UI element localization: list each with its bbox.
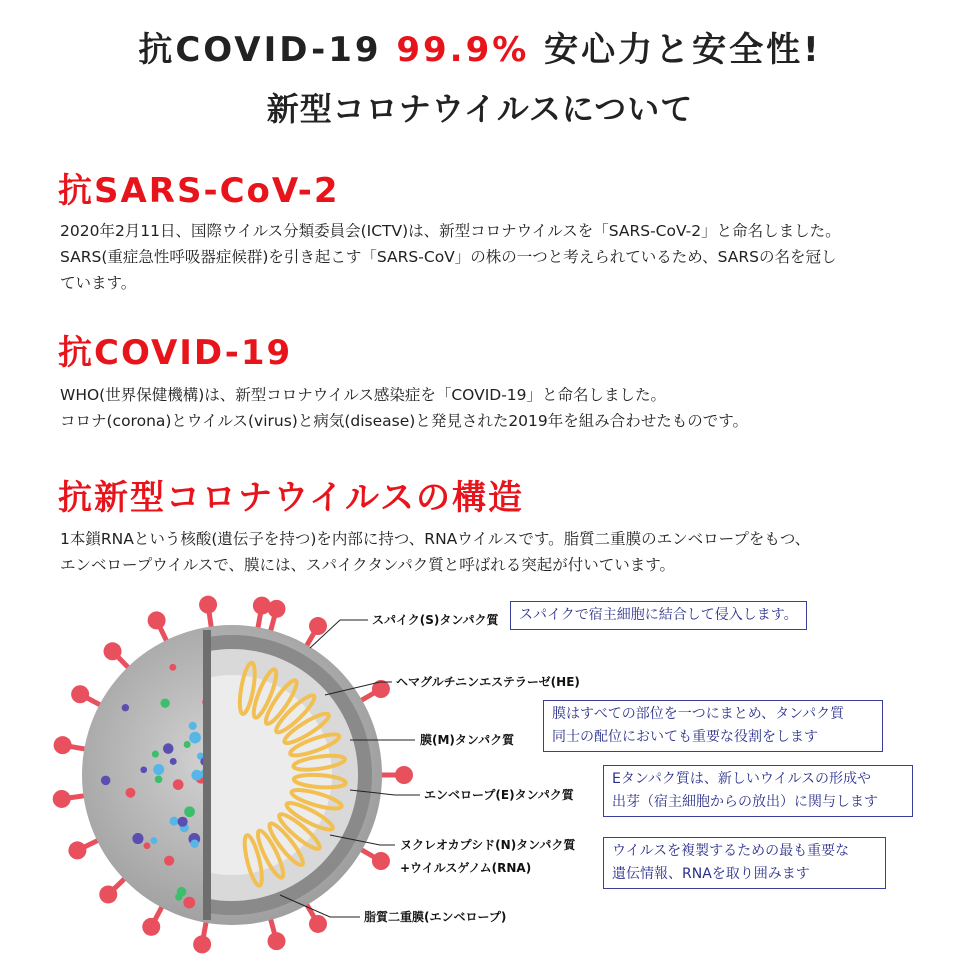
surface-protein-dot [183,897,195,909]
surface-protein-dot [164,856,174,866]
surface-protein-dot [155,776,163,784]
surface-protein-dot [153,764,164,775]
label-spike-protein: スパイク(S)タンパク質 [372,613,499,627]
spike-protein [268,915,286,950]
surface-protein-dot [101,776,111,786]
subtitle: 新型コロナウイルスについて [266,90,694,128]
surface-protein-dot [132,833,143,844]
text-line: SARS(重症急性呼吸器症候群)を引き起こす「SARS-CoV」の株の一つと考えられているため、SARSの名を冠し [60,248,837,266]
text-line: コロナ(corona)とウイルス(virus)と病気(disease)と発見された2019年を組み合わせたものです。 [60,412,749,430]
surface-protein-dot [126,788,136,798]
label-viral-genome: +ウイルスゲノム(RNA) [400,861,532,875]
section-text-sars-cov-2 [60,218,940,296]
spike-protein [305,617,328,649]
spike-protein [104,642,132,670]
surface-protein-dot [169,664,176,671]
surface-protein-dot [189,732,201,744]
section-title-covid-19: 抗COVID-19 [58,333,293,373]
section-title-sars-cov-2: 抗SARS-CoV-2 [58,171,340,211]
surface-protein-dot [178,817,188,827]
label-nucleocapsid: ヌクレオカプシド(N)タンパク質 [400,838,576,852]
surface-protein-dot [144,842,151,849]
surface-protein-dot [184,806,195,817]
label-hemagglutinin-esterase: ヘマグルチニンエステラーゼ(HE) [396,675,580,689]
info-box-spike [510,601,807,630]
text-line: 1本鎖RNAという核酸(遺伝子を持つ)を内部に持つ、RNAウイルスです。脂質二重膜のエンベロープをもつ、 [60,530,811,548]
section-text-covid-19 [60,382,940,434]
text-line: WHO(世界保健機構)は、新型コロナウイルス感染症を「COVID-19」と命名しました。 [60,386,667,404]
spike-protein [305,901,328,933]
label-membrane-protein: 膜(M)タンパク質 [420,733,515,747]
spike-protein [358,848,390,871]
spike-protein [377,766,413,784]
info-box-nucleocapsid [603,837,886,889]
info-line: ウイルスを複製するための最も重要な [612,843,850,859]
info-line: Eタンパク質は、新しいウイルスの形成や [612,771,872,787]
spike-protein [142,903,164,936]
surface-protein-dot [140,766,147,773]
surface-protein-dot [170,758,177,765]
surface-protein-dot [189,722,197,730]
text-line: ています。 [60,274,137,292]
spike-protein [71,685,104,707]
surface-protein-dot [150,837,157,844]
info-box-envelope [603,765,913,817]
surface-protein-dot [184,741,191,748]
spike-protein [68,839,101,860]
surface-protein-dot [190,840,198,848]
surface-protein-dot [160,699,169,708]
spike-protein [268,600,286,635]
section-text-structure [60,526,940,578]
info-line: 膜はすべての部位を一つにまとめ、タンパク質 [552,706,845,722]
info-line: 遺伝情報、RNAを取り囲みます [612,866,810,882]
text-line: 2020年2月11日、国際ウイルス分類委員会(ICTV)は、新型コロナウイルスを「SARS-CoV-2」と命名しました。 [60,222,841,240]
info-box-membrane [543,700,883,752]
surface-protein-dot [175,893,182,900]
surface-protein-dot [163,743,174,754]
spike-protein [99,876,127,904]
efficacy-percentage: 99.9% [396,30,530,70]
info-line: 同士の配位においても重要な役割をします [552,729,818,745]
surface-protein-dot [170,817,179,826]
main-title: 抗COVID-19 99.9% 安心力と安全性! [138,30,822,70]
surface-protein-dot [122,704,129,711]
surface-protein-dot [152,751,159,758]
info-line: 出芽（宿主細胞からの放出）に関与します [612,794,878,810]
section-title-structure: 抗新型コロナウイルスの構造 [58,478,524,518]
surface-protein-dot [173,779,184,790]
label-lipid-bilayer: 脂質二重膜(エンベロープ) [364,910,507,924]
cutaway-edge [203,630,211,920]
spike-protein [148,611,169,644]
text-line: エンベロープウイルスで、膜には、スパイクタンパク質と呼ばれる突起が付いています。 [60,556,676,574]
label-envelope-protein: エンベロープ(E)タンパク質 [424,788,574,802]
info-line: スパイクで宿主細胞に結合して侵入します。 [519,607,798,623]
